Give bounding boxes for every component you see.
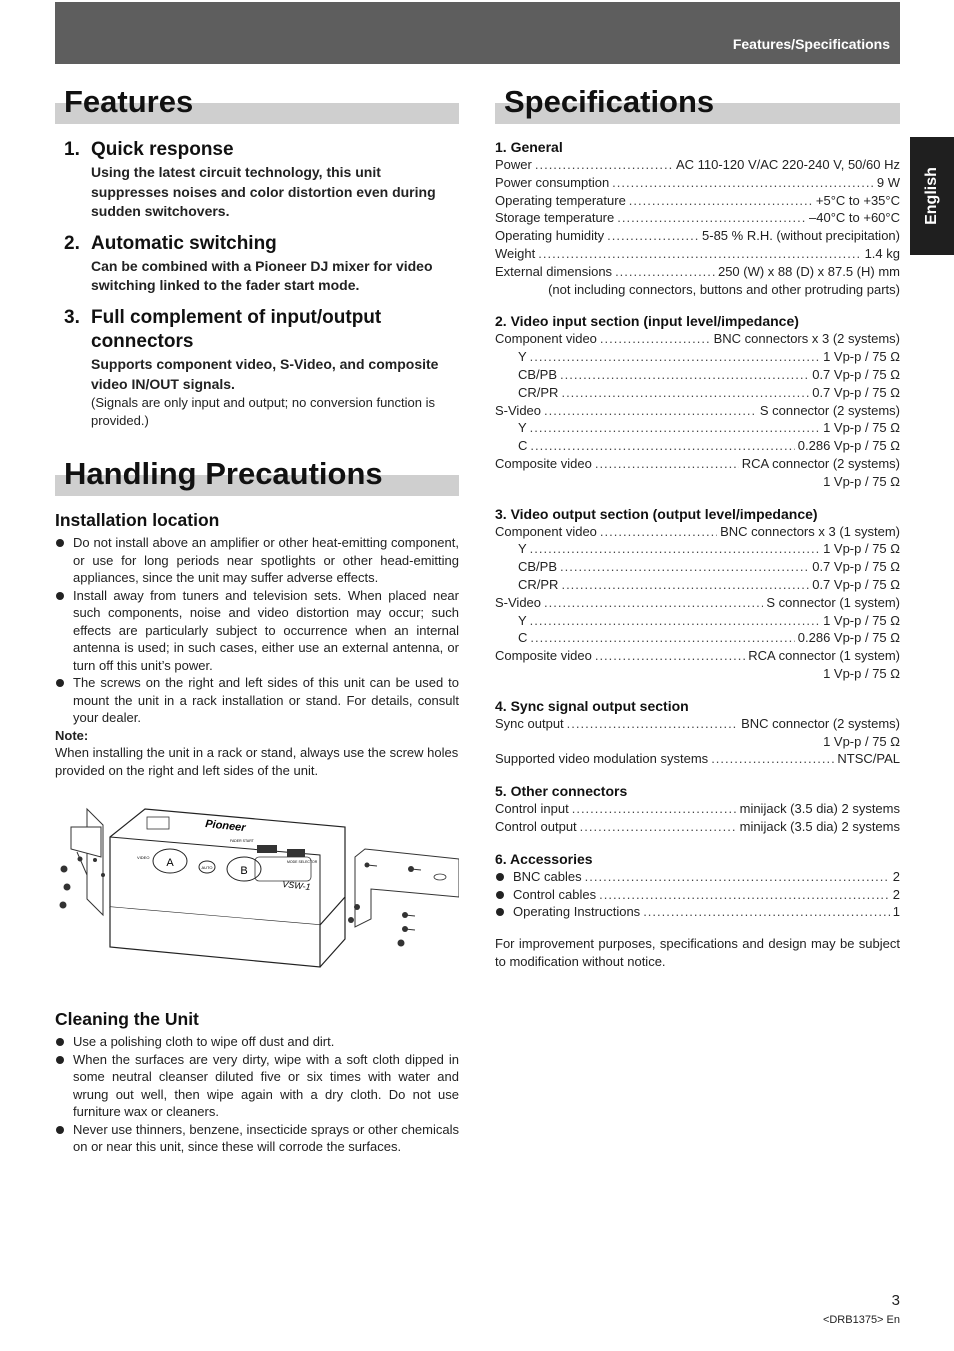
- cleaning-heading: Cleaning the Unit: [55, 1009, 199, 1030]
- list-item: When the surfaces are very dirty, wipe with a soft cloth dipped in some neutral cleanser diluted five or six times with water and wrung out well, then wipe again with a dry cloth. Do not use furniture wax or cleaners.: [55, 1051, 459, 1121]
- list-item: Do not install above an amplifier or other heat-emitting component, or use for long periods near spotlights or other head-emitting appliances, since the unit may suffer adverse effects.: [55, 534, 459, 587]
- spec-text: 5-85 % R.H. (without precipitation): [702, 228, 900, 244]
- spec-text: Sync output: [495, 715, 564, 731]
- handling-title-block: [55, 452, 459, 496]
- dot-leader: [711, 750, 834, 768]
- dot-leader: [572, 800, 737, 818]
- dot-leader: [600, 330, 711, 348]
- dot-leader: [595, 647, 745, 665]
- spec-section-video-output: [495, 505, 900, 683]
- feature-number: 2.: [64, 232, 80, 254]
- page-number: 3: [891, 1292, 900, 1309]
- spec-text: Y: [518, 420, 527, 436]
- feature-number: 3.: [64, 306, 80, 328]
- spec-text: Operating temperature: [495, 192, 626, 208]
- rack-mount-diagram: [55, 797, 459, 987]
- brand-logo-text: Pioneer: [204, 818, 247, 835]
- spec-text: C: [518, 438, 528, 454]
- feature-note: (Signals are only input and output; no conversion function is provided.): [91, 395, 435, 429]
- spec-heading: 6. Accessories: [495, 850, 593, 867]
- spec-text: 0.286 Vp-p / 75 Ω: [797, 630, 900, 646]
- spec-heading: 1. General: [495, 139, 563, 155]
- spec-text: S connector (1 system): [766, 594, 900, 610]
- spec-row: [495, 419, 900, 437]
- dot-leader: [615, 263, 715, 281]
- spec-text: BNC cables: [513, 868, 582, 884]
- spec-text: 1 Vp-p / 75 Ω: [823, 612, 900, 628]
- feature-title: Automatic switching: [91, 232, 277, 254]
- list-item: The screws on the right and left sides of this unit can be used to mount the unit in a rack installation or stand. For details, consult your dealer.: [55, 674, 459, 727]
- spec-row: [495, 384, 900, 402]
- feature-item: [64, 138, 459, 222]
- dot-leader: [530, 629, 794, 647]
- dot-leader: [629, 192, 813, 210]
- spec-row: [495, 192, 900, 210]
- dot-leader: [612, 174, 874, 192]
- spec-continuation: 1 Vp-p / 75 Ω: [823, 473, 900, 489]
- spec-row: [495, 227, 900, 245]
- spec-text: minijack (3.5 dia) 2 systems: [739, 818, 900, 834]
- spec-row: [495, 576, 900, 594]
- list-item: Use a polishing cloth to wipe off dust and dirt.: [55, 1033, 459, 1051]
- language-tab: [910, 137, 954, 255]
- dot-leader: [538, 245, 861, 263]
- spec-text: 0.7 Vp-p / 75 Ω: [812, 576, 900, 592]
- features-title-block: [55, 80, 459, 124]
- spec-text: BNC connectors x 3 (1 system): [720, 523, 900, 539]
- spec-text: 1: [892, 904, 900, 920]
- spec-text: Power: [495, 157, 532, 172]
- spec-text: 1 Vp-p / 75 Ω: [823, 420, 900, 436]
- spec-text: AC 110-120 V/AC 220-240 V, 50/60 Hz: [675, 157, 900, 172]
- list-item: Never use thinners, benzene, insecticide sprays or other chemicals on or near this unit, since these will corrode the surfaces.: [55, 1121, 459, 1156]
- spec-text: External dimensions: [495, 263, 613, 279]
- spec-text: BNC connectors x 3 (2 systems): [713, 331, 900, 347]
- spec-row: [495, 245, 900, 263]
- spec-text: NTSC/PAL: [837, 751, 900, 767]
- dot-leader: [643, 903, 890, 921]
- spec-row: [495, 868, 900, 886]
- note-text: When installing the unit in a rack or stand, always use the screw holes provided on the right and left sides of the unit.: [55, 745, 459, 778]
- spec-text: BNC connector (2 systems): [741, 715, 900, 731]
- spec-row: [495, 715, 900, 733]
- spec-text: Y: [518, 541, 527, 557]
- spec-row: [495, 402, 900, 420]
- spec-row: [495, 540, 900, 558]
- dot-leader: [617, 209, 806, 227]
- spec-text: 1 Vp-p / 75 Ω: [823, 541, 900, 557]
- spec-row: [495, 594, 900, 612]
- spec-row: [495, 886, 900, 904]
- video-label: VIDEO: [137, 855, 150, 861]
- feature-body: Can be combined with a Pioneer DJ mixer for video switching linked to the fader start mode.: [91, 257, 433, 294]
- dot-leader: [530, 612, 820, 630]
- dot-leader: [560, 558, 809, 576]
- spec-text: 1.4 kg: [864, 245, 900, 261]
- spec-row: [495, 523, 900, 541]
- spec-heading: 3. Video output section (output level/impedance): [495, 505, 818, 522]
- spec-text: Supported video modulation systems: [495, 751, 709, 767]
- spec-text: Control output: [495, 818, 577, 834]
- dot-leader: [599, 886, 890, 904]
- spec-text: CR/PR: [518, 384, 559, 400]
- spec-row: [495, 800, 900, 818]
- spec-text: 1 Vp-p / 75 Ω: [823, 349, 900, 365]
- dot-leader: [561, 576, 809, 594]
- spec-row: [495, 455, 900, 473]
- spec-row: [495, 348, 900, 366]
- spec-text: 0.7 Vp-p / 75 Ω: [812, 366, 900, 382]
- spec-heading: 5. Other connectors: [495, 783, 628, 800]
- spec-text: Y: [518, 612, 527, 628]
- feature-body: Using the latest circuit technology, this unit suppresses noises and color distortion even during sudden switchovers.: [91, 164, 436, 220]
- spec-text: Y: [518, 349, 527, 365]
- spec-heading: 4. Sync signal output section: [495, 697, 689, 714]
- spec-row: [495, 330, 900, 348]
- dot-leader: [560, 366, 809, 384]
- spec-section-video-input: [495, 312, 900, 490]
- spec-row: [495, 366, 900, 384]
- dot-leader: [595, 455, 739, 473]
- spec-text: S-Video: [495, 402, 542, 418]
- feature-body: Supports component video, S-Video, and composite video IN/OUT signals.: [91, 355, 439, 392]
- document-code: <DRB1375> En: [822, 1314, 900, 1326]
- spec-text: CR/PR: [518, 576, 559, 592]
- dot-leader: [535, 156, 673, 174]
- spec-text: 9 W: [876, 174, 900, 190]
- dot-leader: [530, 540, 820, 558]
- spec-text: –40°C to +60°C: [809, 210, 900, 226]
- dot-leader: [544, 594, 763, 612]
- dot-leader: [585, 868, 890, 886]
- spec-text: minijack (3.5 dia) 2 systems: [739, 801, 900, 817]
- button-a-label: A: [166, 857, 174, 870]
- spec-continuation: (not including connectors, buttons and other protruding parts): [548, 281, 900, 297]
- spec-row: [495, 647, 900, 665]
- spec-text: Operating humidity: [495, 228, 605, 244]
- spec-row: [495, 612, 900, 630]
- dot-leader: [530, 348, 820, 366]
- section-title: Features/Specifications: [732, 36, 890, 52]
- spec-text: Power consumption: [495, 174, 610, 190]
- spec-text: Weight: [495, 245, 536, 261]
- spec-row: [495, 209, 900, 227]
- spec-text: 0.286 Vp-p / 75 Ω: [797, 438, 900, 454]
- spec-text: Storage temperature: [495, 210, 615, 226]
- spec-row: [495, 903, 900, 921]
- spec-text: CB/PB: [518, 366, 558, 382]
- language-tab-label: English: [923, 167, 940, 225]
- cleaning-list: [55, 1033, 459, 1156]
- feature-title: Quick response: [91, 139, 234, 160]
- spec-text: 0.7 Vp-p / 75 Ω: [812, 559, 900, 575]
- spec-row: [495, 818, 900, 836]
- spec-text: Component video: [495, 331, 597, 347]
- spec-text: 0.7 Vp-p / 75 Ω: [812, 384, 900, 400]
- fader-start-label: FADER START: [230, 839, 254, 844]
- dot-leader: [544, 402, 757, 420]
- spec-text: CB/PB: [518, 559, 558, 575]
- spec-row: [495, 156, 900, 174]
- spec-row: [495, 750, 900, 768]
- model-label: VSW-1: [281, 879, 312, 893]
- spec-text: Composite video: [495, 648, 592, 664]
- dot-leader: [607, 227, 699, 245]
- features-title: Features: [64, 84, 194, 119]
- feature-item: [64, 306, 459, 430]
- feature-number: 1.: [64, 139, 80, 160]
- installation-list: [55, 534, 459, 727]
- header-bar: [55, 2, 900, 64]
- specifications-title-block: [495, 80, 900, 124]
- auto-label: AUTO: [201, 865, 213, 871]
- spec-text: C: [518, 630, 528, 646]
- dot-leader: [567, 715, 738, 733]
- spec-text: RCA connector (2 systems): [741, 455, 900, 471]
- spec-text: S connector (2 systems): [759, 402, 900, 418]
- feature-title: Full complement of input/output connectors: [91, 306, 382, 352]
- spec-text: Control input: [495, 801, 569, 817]
- spec-text: S-Video: [495, 594, 542, 610]
- note-label: Note:: [55, 727, 89, 743]
- specifications-title: Specifications: [504, 84, 715, 119]
- spec-text: RCA connector (1 system): [748, 648, 900, 664]
- spec-text: Composite video: [495, 455, 592, 471]
- spec-row: [495, 174, 900, 192]
- handling-title: Handling Precautions: [64, 456, 383, 492]
- spec-row: [495, 263, 900, 281]
- feature-item: [64, 232, 459, 296]
- dot-leader: [561, 384, 809, 402]
- spec-text: Operating Instructions: [513, 904, 641, 920]
- dot-leader: [600, 523, 717, 541]
- dot-leader: [530, 419, 820, 437]
- dot-leader: [530, 437, 794, 455]
- spec-text: Control cables: [513, 886, 597, 902]
- button-b-label: B: [240, 865, 248, 878]
- dot-leader: [580, 818, 737, 836]
- closing-note: For improvement purposes, specifications and design may be subject to modification without notice.: [495, 936, 900, 969]
- spec-section-general: [495, 138, 900, 298]
- spec-section-accessories: [495, 850, 900, 921]
- spec-continuation: 1 Vp-p / 75 Ω: [823, 665, 900, 681]
- spec-text: 2: [892, 868, 900, 884]
- spec-text: +5°C to +35°C: [815, 192, 900, 208]
- spec-row: [495, 558, 900, 576]
- spec-text: 2: [892, 886, 900, 902]
- spec-row: [495, 437, 900, 455]
- spec-text: 250 (W) x 88 (D) x 87.5 (H) mm: [717, 263, 900, 279]
- mode-selector-label: MODE SELECTOR: [287, 860, 318, 865]
- spec-section-other: [495, 782, 900, 836]
- left-column: [55, 80, 459, 1156]
- right-column: [495, 80, 900, 971]
- spec-row: [495, 629, 900, 647]
- spec-continuation: 1 Vp-p / 75 Ω: [823, 733, 900, 749]
- list-item: Install away from tuners and television sets. When placed near such components, noise and video distortion may occur; such effects are particularly subject to occurrence when an internal antenna is used; in such cases, either use an external antenna, or turn off this unit’s power.: [55, 587, 459, 675]
- spec-text: Component video: [495, 523, 597, 539]
- installation-heading: Installation location: [55, 510, 220, 531]
- spec-heading: 2. Video input section (input level/impedance): [495, 313, 799, 330]
- spec-section-sync: [495, 697, 900, 768]
